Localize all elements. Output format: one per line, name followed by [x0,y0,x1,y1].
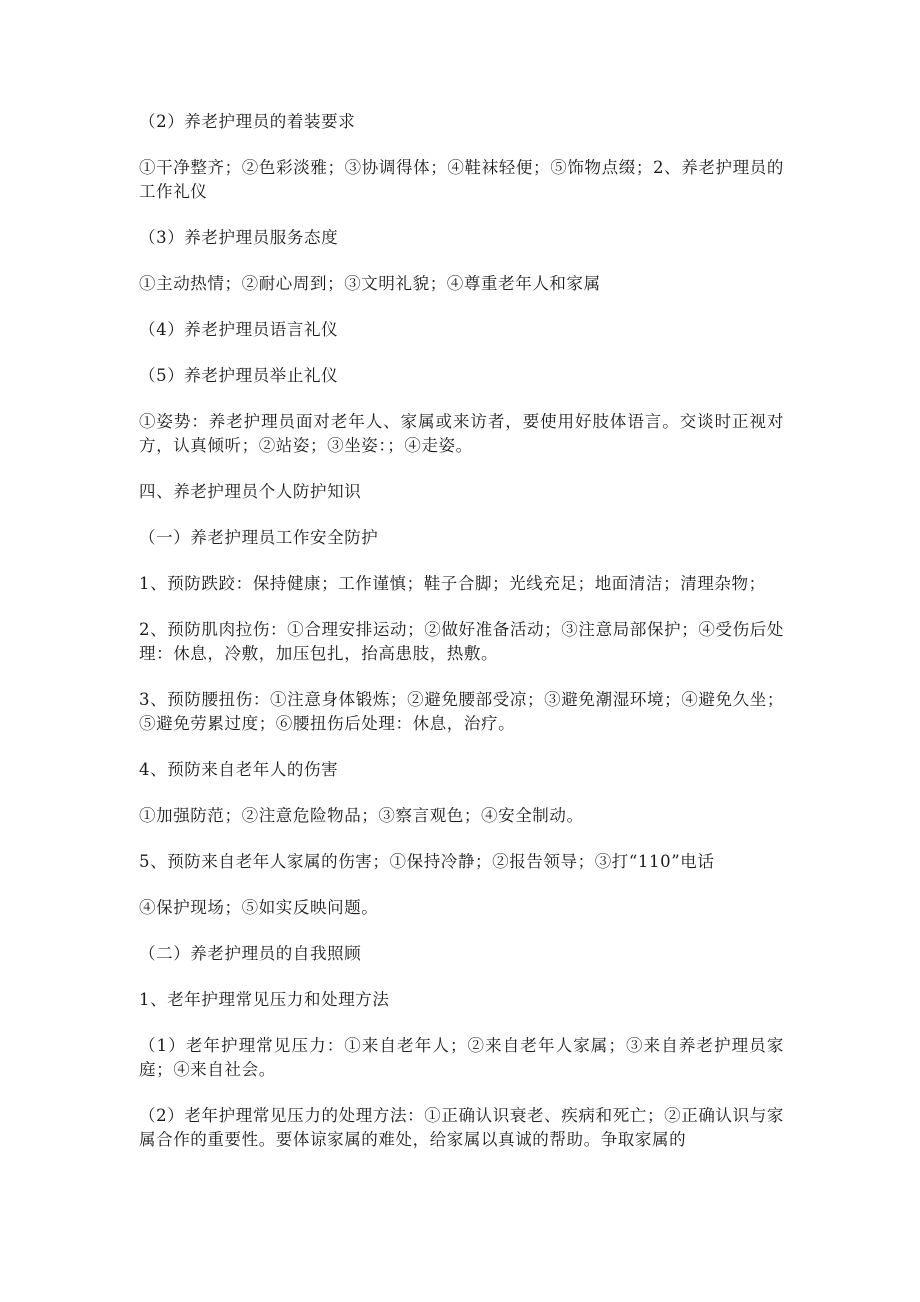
paragraph-prevent-family-harm: 5、预防来自老年人家属的伤害；①保持冷静；②报告领导；③打“110”电话 [139,852,715,871]
paragraph-attire-items: ①干净整齐；②色彩淡雅；③协调得体；④鞋袜轻便；⑤饰物点缀；2、养老护理员的工作礼仪 [139,158,784,201]
paragraph-stress-handling: （2）老年护理常见压力的处理方法：①正确认识衰老、疾病和死亡；②正确认识与家属合作的重要性。要体谅家属的难处，给家属以真诚的帮助。争取家属的 [139,1106,784,1149]
paragraph-common-stress: （1）老年护理常见压力：①来自老年人；②来自老年人家属；③来自养老护理员家庭；④来自社会。 [139,1036,784,1079]
section-heading-personal-protection: 四、养老护理员个人防护知识 [139,482,362,501]
paragraph-stress-heading: 1、老年护理常见压力和处理方法 [139,990,390,1009]
paragraph-prevent-elderly-harm: 4、预防来自老年人的伤害 [139,760,339,779]
subheading-behavior-etiquette: （5）养老护理员举止礼仪 [139,366,339,385]
document-body [139,110,784,1174]
paragraph-prevent-falls: 1、预防跌跤：保持健康；工作谨慎；鞋子合脚；光线充足；地面清洁；清理杂物； [139,574,766,593]
subheading-language-etiquette: （4）养老护理员语言礼仪 [139,320,339,339]
paragraph-posture: ①姿势：养老护理员面对老年人、家属或来访者，要使用好肢体语言。交谈时正视对方，认真倾听；②站姿；③坐姿：；④走姿。 [139,412,784,455]
paragraph-prevent-muscle-strain: 2、预防肌肉拉伤：①合理安排运动；②做好准备活动；③注意局部保护；④受伤后处理：休息，冷敷，加压包扎，抬高患肢，热敷。 [139,620,784,663]
subheading-attire: （2）养老护理员的着装要求 [139,112,356,131]
subheading-work-safety: （一）养老护理员工作安全防护 [139,528,379,547]
paragraph-prevent-back-sprain: 3、预防腰扭伤：①注意身体锻炼；②避免腰部受凉；③避免潮湿环境；④避免久坐；⑤避免劳累过度；⑥腰扭伤后处理：休息，治疗。 [139,690,784,733]
paragraph-family-harm-items: ④保护现场；⑤如实反映问题。 [139,898,379,917]
paragraph-elderly-harm-items: ①加强防范；②注意危险物品；③察言观色；④安全制动。 [139,806,584,825]
subheading-self-care: （二）养老护理员的自我照顾 [139,944,362,963]
paragraph-service-attitude-items: ①主动热情；②耐心周到；③文明礼貌；④尊重老年人和家属 [139,274,601,293]
subheading-service-attitude: （3）养老护理员服务态度 [139,228,339,247]
